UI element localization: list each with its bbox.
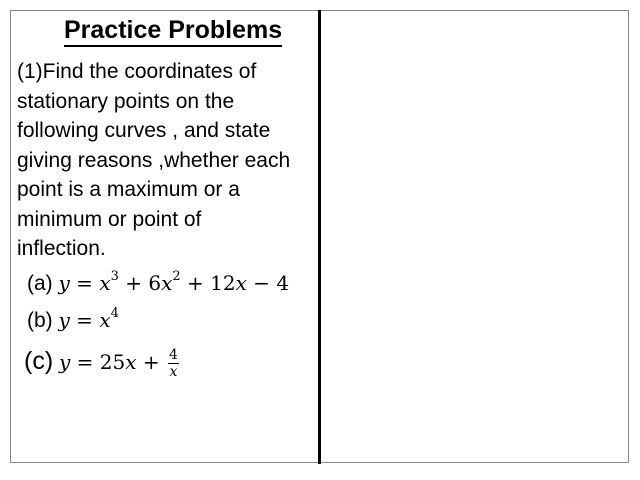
prompt-line: inflection. xyxy=(17,237,106,260)
equation-math: $y = x^4$ xyxy=(58,306,119,332)
page-title: Practice Problems xyxy=(64,15,282,47)
prompt-line: stationary points on the xyxy=(17,89,235,113)
equation-math: y = 25x + $\frac{4}{x}$ xyxy=(59,347,178,380)
equation-label: (a) xyxy=(27,272,53,295)
prompt-line: point is a maximum or a xyxy=(17,178,240,201)
prompt-line: (1)Find the coordinates of xyxy=(17,60,257,83)
prompt-line: giving reasons ,whether each xyxy=(17,148,291,172)
column-divider xyxy=(318,10,321,464)
equation-math: $y = x^3 + 6x^2 + 12x - 4$ xyxy=(58,269,290,295)
problem-prompt xyxy=(17,57,315,264)
equation-a xyxy=(27,271,289,296)
prompt-line: following curves , and state xyxy=(17,119,271,142)
fraction: $\frac{4}{x}$ xyxy=(169,347,178,380)
equation-label: (b) xyxy=(27,309,53,332)
equation-label: (c) xyxy=(24,347,54,375)
equation-c xyxy=(24,347,179,379)
prompt-line: minimum or point of xyxy=(17,207,202,231)
equation-b xyxy=(27,308,119,333)
